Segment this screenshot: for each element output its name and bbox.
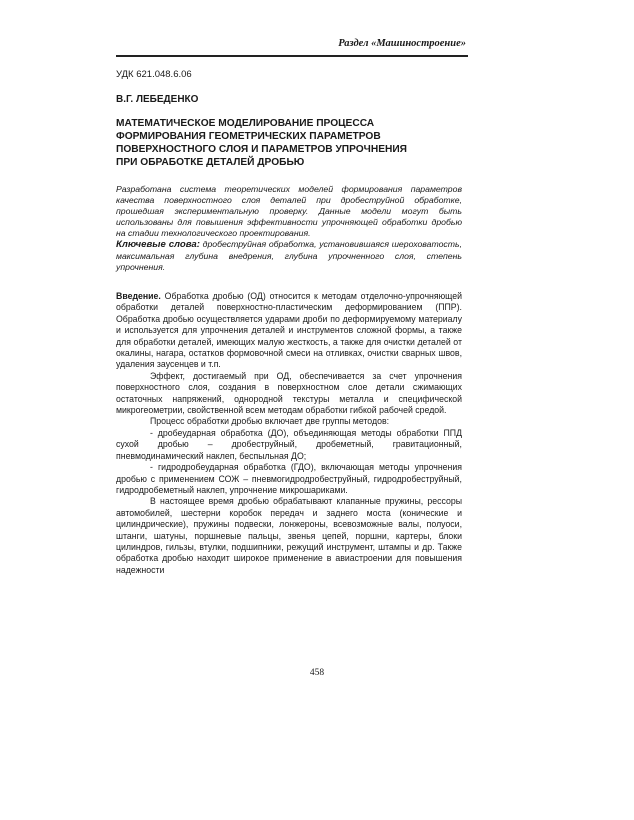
abstract (116, 184, 462, 273)
title-line: ПОВЕРХНОСТНОГО СЛОЯ И ПАРАМЕТРОВ УПРОЧНЕНИЯ (116, 144, 407, 155)
paragraph: Процесс обработки дробью включает две группы методов: (150, 416, 390, 427)
abstract-text: Разработана система теоретических моделей формирования параметров качества поверхностного слоя деталей при дробеструйной обработке, прошедшая экспериментальную проверку. Данные модели могут быть использованы для повышения эффективности упрочняющей обработки дробью на стадии технологического проектирования. (116, 184, 462, 239)
paragraph-intro (116, 291, 462, 371)
list-item: - дробеударная обработка (ДО), объединяющая методы обработки ППД сухой дробью – дробеструйный, дробеметный, гравитационный, пневмодинамический наклеп, беспыльная ДО; (116, 427, 462, 461)
list-item: - гидродробеударная обработка (ГДО), включающая методы упрочнения дробью с применением СОЖ – пневмогидродробеструйный, гидродробеструйный, гидродробеметный наклеп, упрочнение микрошариками. (116, 462, 462, 495)
author-name: В.Г. ЛЕБЕДЕНКО (116, 94, 199, 105)
section-header: Раздел «Машиностроение» (338, 38, 466, 49)
article-body (116, 291, 462, 576)
title-line: ФОРМИРОВАНИЯ ГЕОМЕТРИЧЕСКИХ ПАРАМЕТРОВ (116, 131, 381, 142)
keywords-text: дробеструйная обработка, установившаяся шероховатость, максимальная глубина внедрения, глубина упрочненного слоя, степень упрочнения. (116, 239, 462, 272)
title-line: МАТЕМАТИЧЕСКОЕ МОДЕЛИРОВАНИЕ ПРОЦЕССА (116, 118, 375, 129)
intro-lead: Введение. (116, 291, 161, 301)
header-rule (116, 55, 468, 57)
keywords-label: Ключевые слова: (116, 239, 200, 251)
paragraph: В настоящее время дробью обрабатывают клапанные пружины, рессоры автомобилей, шестерни коробок передач и заднего моста (конические и цилиндрические), пружины подвески, лонжероны, всевозможные валы, полуоси, штанги, шатуны, поршневые пальцы, звенья цепей, поршни, картеры, блоки цилиндров, гильзы, втулки, подшипники, режущий инструмент, штампы и др. Также обработка дробью находит широкое применение в авиастроении для повышения надежности (116, 496, 462, 575)
article-title (116, 117, 476, 169)
title-line: ПРИ ОБРАБОТКЕ ДЕТАЛЕЙ ДРОБЬЮ (116, 157, 305, 168)
udc-code: УДК 621.048.6.06 (116, 69, 192, 80)
page-number: 458 (309, 668, 325, 678)
paragraph: Эффект, достигаемый при ОД, обеспечивается за счет упрочнения поверхностного слоя, создания в поверхностном слое детали сжимающих остаточных напряжений, однородной текстуры металла и специфической микрогеометрии, свойственной всем методам обработки гибкой рабочей средой. (116, 370, 462, 416)
intro-text: Обработка дробью (ОД) относится к методам отделочно-упрочняющей обработки деталей поверхностно-пластическим деформированием (ППР). Обработка дробью осуществляется ударами дроби по деформируемому материалу и используется для упрочнения деталей и инструментов сложной формы, а также для обработки деталей, имеющих малую жесткость, а также для очистки деталей от окалины, нагара, остатков формовочной смеси на отливках, очистки сварных швов, удаления заусенцев и т.п. (116, 291, 462, 370)
